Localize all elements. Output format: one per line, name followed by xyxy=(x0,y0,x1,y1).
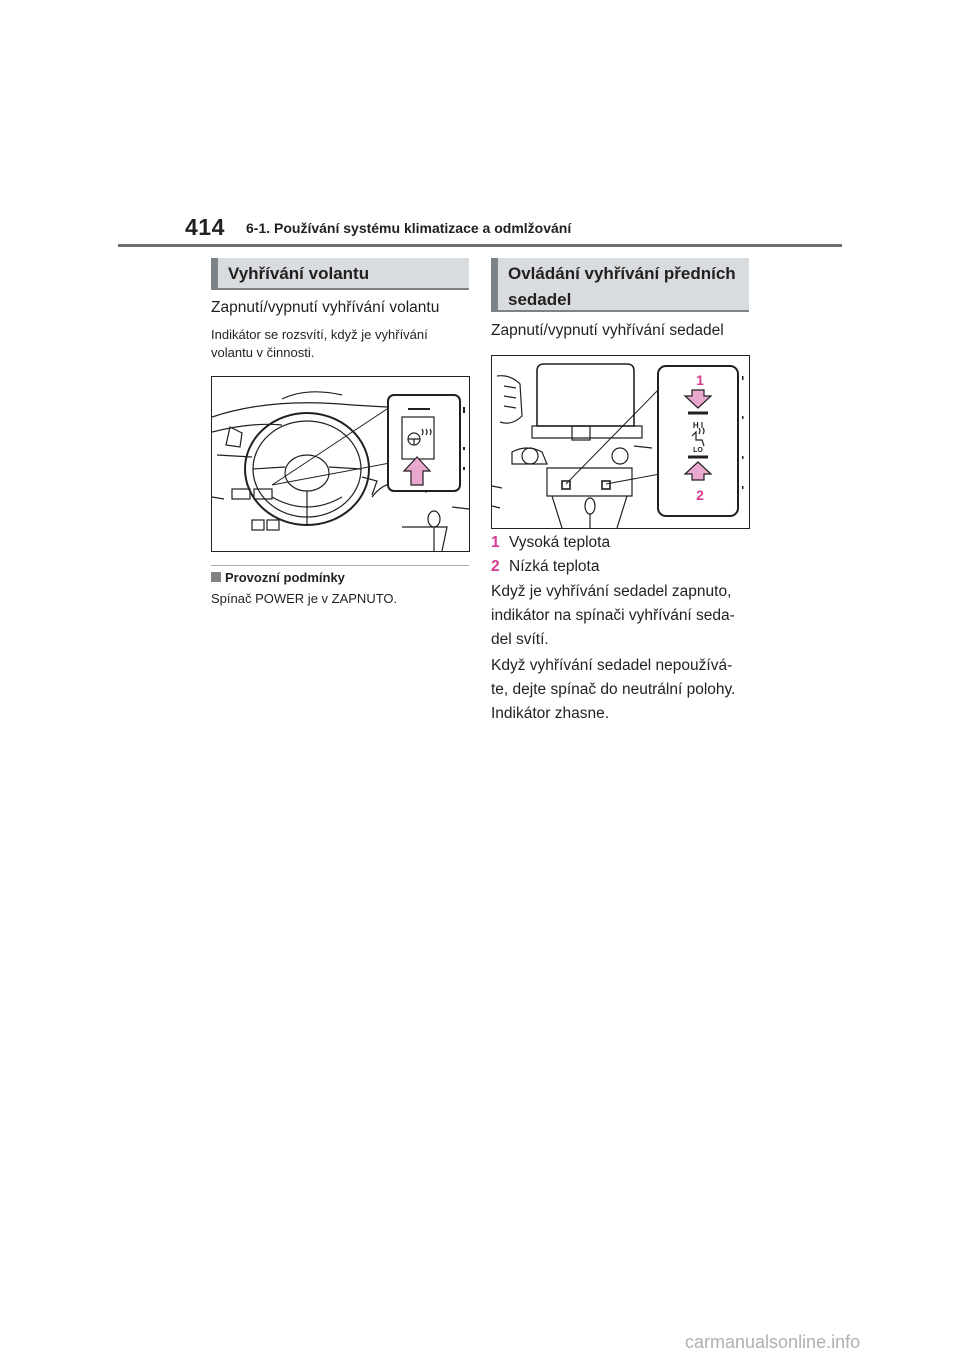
paragraph-line: te, dejte spínač do neutrální polohy. xyxy=(491,681,736,698)
list-item xyxy=(491,532,610,554)
square-bullet-icon xyxy=(211,572,221,582)
chapter-title: 6-1. Používání systému klimatizace a odmlžování xyxy=(246,220,572,236)
seat-heater-figure xyxy=(491,355,750,529)
paragraph-line: Když vyhřívání sedadel nepoužívá- xyxy=(491,657,733,674)
seat-heater-illustration xyxy=(492,356,749,528)
paragraph-line: del svítí. xyxy=(491,631,549,648)
callout-number-1: 1 xyxy=(696,372,704,388)
list-item-number: 1 xyxy=(491,534,500,551)
callout-number-2: 2 xyxy=(696,487,704,503)
list-item-number: 2 xyxy=(491,558,500,575)
steering-wheel-figure xyxy=(211,376,470,552)
figure-divider xyxy=(211,565,469,566)
page-number: 414 xyxy=(185,214,225,240)
section-heading-line1: Ovládání vyhřívání předních xyxy=(508,264,736,283)
seat-heater-paragraph-2 xyxy=(491,654,753,726)
steering-wheel-illustration xyxy=(212,377,469,551)
header-rule xyxy=(118,244,842,247)
seat-heater-intro: Zapnutí/vypnutí vyhřívání sedadel xyxy=(491,322,724,339)
section-heading-line2: sedadel xyxy=(508,290,572,309)
switch-hi-label: H I xyxy=(692,421,704,430)
watermark: carmanualsonline.info xyxy=(685,1332,861,1352)
steering-heater-intro: Zapnutí/vypnutí vyhřívání volantu xyxy=(211,299,440,316)
list-item-label: Nízká teplota xyxy=(509,558,600,575)
steering-heater-note-line2: volantu v činnosti. xyxy=(211,345,315,360)
operating-conditions-title-text: Provozní podmínky xyxy=(225,570,345,585)
paragraph-line: indikátor na spínači vyhřívání seda- xyxy=(491,607,735,624)
list-item xyxy=(491,556,599,578)
section-heading-steering-heater xyxy=(211,258,469,290)
section-heading-text: Vyhřívání volantu xyxy=(228,264,370,283)
paragraph-line: Indikátor zhasne. xyxy=(491,705,610,722)
operating-conditions-text: Spínač POWER je v ZAPNUTO. xyxy=(211,591,398,606)
list-item-label: Vysoká teplota xyxy=(509,534,611,551)
seat-heater-paragraph-1 xyxy=(491,580,753,652)
section-heading-seat-heater xyxy=(491,258,749,312)
paragraph-line: Když je vyhřívání sedadel zapnuto, xyxy=(491,583,732,600)
switch-lo-label: LO xyxy=(693,447,703,454)
steering-heater-note-line1: Indikátor se rozsvítí, když je vyhřívání xyxy=(211,327,428,342)
operating-conditions-title xyxy=(211,569,345,587)
